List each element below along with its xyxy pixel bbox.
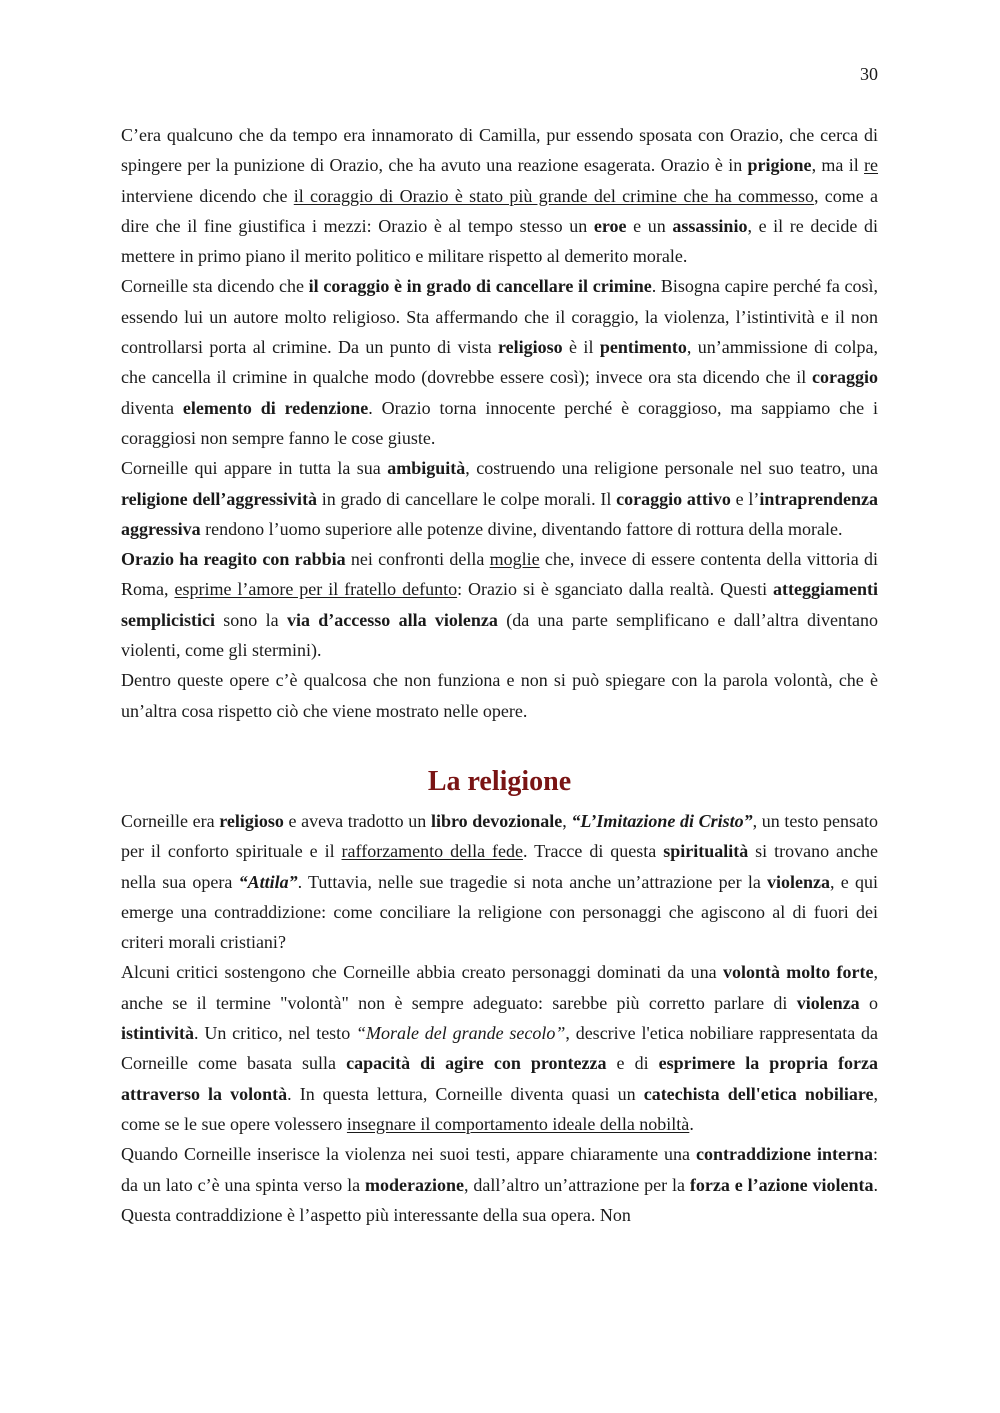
text-run: , descrive l'etica nobiliare rappresentata da Corneille come basata sulla	[121, 1023, 878, 1074]
text-run: , e qui emerge una contraddizione: come conciliare la religione con personaggi che agiscono al di fuori dei criteri morali cristiani?	[121, 871, 878, 953]
text-run: e l’	[730, 488, 760, 509]
text-run: , costruendo una religione personale nel suo teatro, una	[465, 458, 879, 479]
bold-text: elemento di redenzione	[182, 397, 369, 418]
underlined-text: moglie	[489, 549, 540, 570]
bold-text: eroe	[593, 215, 627, 236]
text-run: . Questa contraddizione è l’aspetto più interessante della sua opera. Non	[121, 1174, 878, 1225]
text-run: interviene dicendo che	[121, 185, 294, 206]
bold-text: libro devozionale	[430, 810, 563, 831]
paragraph	[121, 665, 878, 726]
paragraph	[121, 453, 878, 544]
paragraph	[121, 120, 878, 271]
bold-text: prigione	[747, 155, 812, 176]
text-run: , un testo pensato per il conforto spirituale e il	[121, 810, 878, 862]
text-run: Dentro queste opere c’è qualcosa che non funziona e non si può spiegare con la parola volontà, che è un’altra cosa rispetto ciò che viene mostrato nelle opere.	[121, 670, 878, 721]
text-run: , un’ammissione di colpa, che cancella il crimine in qualche modo (dovrebbe essere così); invece ora sta dicendo che il	[121, 337, 878, 388]
bold-text: spiritualità	[663, 841, 749, 862]
text-run: ,	[562, 810, 572, 831]
bold-text: il coraggio è in grado di cancellare il crimine	[308, 276, 652, 297]
text-run: si trovano anche nella sua opera	[121, 841, 878, 892]
text-run: che, invece di essere contenta della vittoria di Roma,	[121, 549, 879, 600]
bold-text: assassinio	[672, 215, 748, 236]
bold-text: coraggio	[812, 367, 878, 388]
bold-text: forza e l’azione violenta	[689, 1174, 874, 1195]
document-body	[121, 120, 878, 1230]
text-run: nei confronti della	[345, 549, 490, 570]
bold-text: contraddizione interna	[696, 1144, 873, 1165]
text-run: . Tuttavia, nelle sue tragedie si nota anche un’attrazione per la	[297, 871, 768, 892]
text-run: Corneille qui appare in tutta la sua	[121, 458, 388, 479]
text-run: : Orazio si è sganciato dalla realtà. Questi	[457, 579, 774, 600]
text-run: , come se le sue opere volessero	[121, 1083, 878, 1134]
bold-text: ambiguità	[387, 458, 466, 479]
bold-text: volontà molto forte	[722, 962, 874, 983]
bold-text: esprimere la propria forza attraverso la volontà	[121, 1053, 878, 1104]
text-run: , anche se il termine "volontà" non è sempre adeguato: sarebbe più corretto parlare di	[121, 962, 878, 1013]
bold-text: istintività	[121, 1023, 195, 1044]
text-run: , dall’altro un’attrazione per la	[464, 1174, 690, 1195]
bold-text: pentimento	[599, 337, 687, 358]
text-run: rendono l’uomo superiore alle potenze divine, diventando fattore di rottura della morale.	[200, 518, 843, 539]
underlined-text: esprime l’amore per il fratello defunto	[174, 579, 458, 600]
text-run: (da una parte semplificano e dall’altra diventano violenti, come gli stermini).	[121, 609, 878, 661]
page-number: 30	[860, 64, 878, 84]
text-run: , come a dire che il fine giustifica i mezzi: Orazio è al tempo stesso un	[121, 185, 878, 236]
emphasized-text: “L’Imitazione di Cristo”	[571, 810, 753, 831]
emphasized-text: “Morale del grande secolo”	[356, 1023, 566, 1044]
paragraph	[121, 544, 878, 665]
text-run: Corneille sta dicendo che	[121, 276, 309, 297]
text-run: diventa	[121, 397, 183, 418]
paragraph	[121, 957, 878, 1139]
text-run: . Un critico, nel testo	[194, 1023, 356, 1044]
bold-text: religioso	[219, 810, 284, 831]
text-run: .	[689, 1113, 694, 1134]
text-run: è il	[562, 337, 600, 358]
text-run: sono la	[214, 609, 287, 630]
bold-text: coraggio attivo	[616, 488, 731, 509]
text-run: : da un lato c’è una spinta verso la	[121, 1144, 878, 1195]
bold-text: moderazione	[365, 1174, 465, 1195]
bold-text: religione dell’aggressività	[121, 488, 318, 509]
text-run: , ma il	[811, 155, 865, 176]
bold-text: catechista dell'etica nobiliare	[643, 1083, 874, 1104]
paragraph	[121, 271, 878, 453]
text-run: e aveva tradotto un	[283, 810, 431, 831]
underlined-text: insegnare il comportamento ideale della nobiltà	[346, 1113, 690, 1134]
text-run: C’era qualcuno che da tempo era innamorato di Camilla, pur essendo sposata con Orazio, che cerca di spingere per la punizione di Orazio, che ha avuto una reazione esagerata. Orazio è in	[121, 125, 878, 176]
text-run: Quando Corneille inserisce la violenza nei suoi testi, appare chiaramente una	[121, 1144, 697, 1165]
bold-text: religioso	[497, 337, 563, 358]
paragraph	[121, 806, 878, 957]
bold-text: atteggiamenti semplicistici	[121, 579, 879, 630]
bold-text: via d’accesso alla violenza	[286, 609, 498, 630]
text-run: . Tracce di questa	[522, 841, 664, 862]
section-religion	[121, 806, 878, 1230]
text-run: o	[859, 992, 878, 1013]
text-run: Corneille era	[121, 810, 220, 831]
bold-text: violenza	[767, 871, 831, 892]
text-run: . Bisogna capire perché fa così, essendo lui un autore molto religioso. Sta affermando che il coraggio, la violenza, l’istintività e il non controllarsi porta al crimine. Da un punto di vista	[121, 276, 879, 358]
bold-text: violenza	[796, 992, 860, 1013]
underlined-text: rafforzamento della fede	[341, 841, 523, 862]
text-run: in grado di cancellare le colpe morali. Il	[317, 488, 617, 509]
text-run: . In questa lettura, Corneille diventa quasi un	[287, 1083, 644, 1104]
text-run: e un	[626, 215, 673, 236]
bold-text: capacità di agire con prontezza	[346, 1053, 607, 1074]
section-intro	[121, 120, 878, 726]
paragraph	[121, 1139, 878, 1230]
underlined-text: re	[864, 155, 879, 176]
text-run: . Orazio torna innocente perché è coraggioso, ma sappiamo che i coraggiosi non sempre fanno le cose giuste.	[121, 397, 879, 448]
underlined-text: il coraggio di Orazio è stato più grande del crimine che ha commesso	[293, 185, 814, 206]
emphasized-text: “Attila”	[238, 871, 298, 892]
text-run: , e il re decide di mettere in primo piano il merito politico e militare rispetto al demerito morale.	[121, 215, 878, 267]
bold-text: Orazio ha reagito con rabbia	[121, 549, 346, 570]
text-run: e di	[606, 1053, 659, 1074]
text-run: Alcuni critici sostengono che Corneille abbia creato personaggi dominati da una	[121, 962, 723, 983]
section-heading: La religione	[427, 765, 572, 797]
bold-text: intraprendenza aggressiva	[121, 488, 879, 539]
